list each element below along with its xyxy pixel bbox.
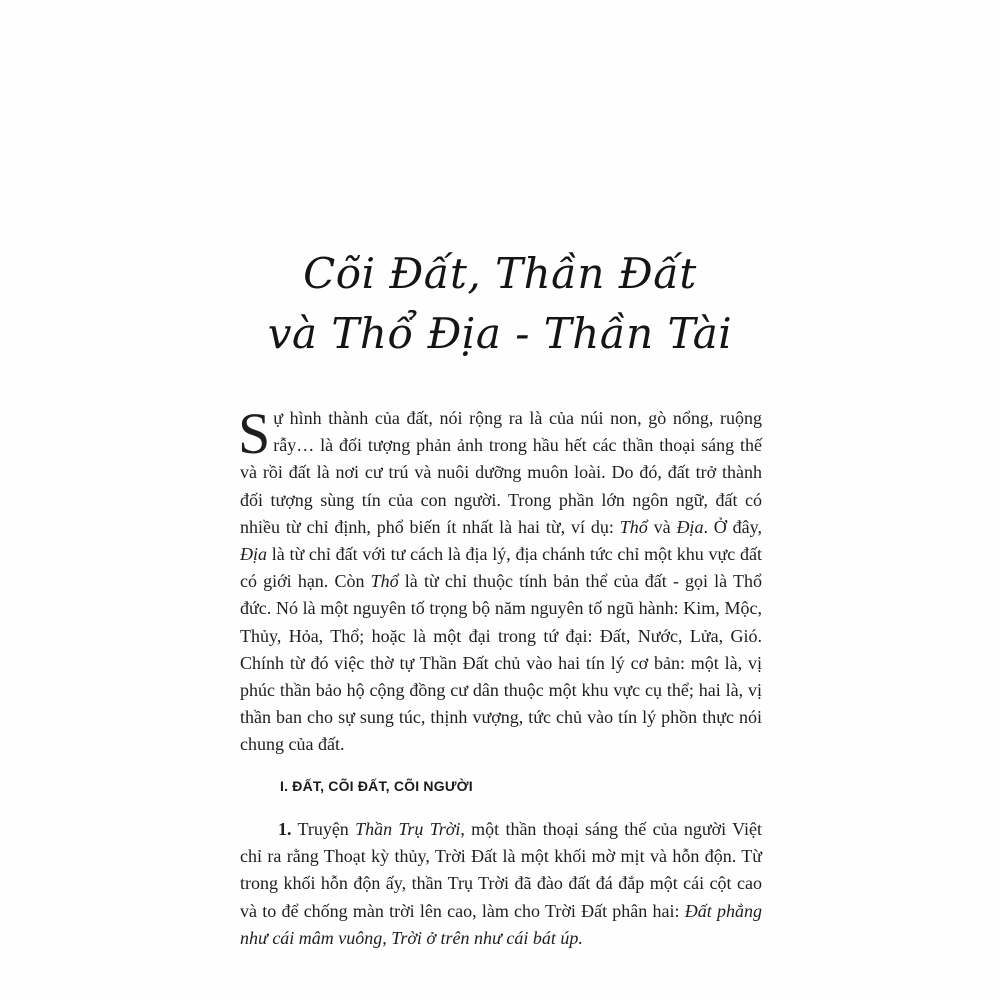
intro-term-tho: Thổ <box>619 516 648 537</box>
intro-text-1: ự hình thành của đất, nói rộng ra là của núi non, gò nổng, ruộng rẫy… là đối tượng phản ảnh trong hầu hết các thần thoại sáng thế và rồi đất là nơi cư trú và nuôi dưỡng muôn loài. Do đó, đất trở thành đối tượng sùng tín của con người. Trong phần lớn ngôn ngữ, đất có nhiều từ chỉ định, phổ biến ít nhất là hai từ, ví dụ: <box>240 408 762 537</box>
section-heading: I. ĐẤT, CÕI ĐẤT, CÕI NGƯỜI <box>280 778 473 794</box>
intro-text-3: . Ở đây, <box>703 516 762 537</box>
intro-term-dia: Địa <box>676 516 704 537</box>
drop-cap: S <box>238 401 271 466</box>
intro-text-4: là từ chỉ đất với tư cách là địa lý, địa chánh tức chỉ một khu vực đất có giới hạn. Còn <box>240 544 762 592</box>
myth-quote: Đất phẳng như cái mâm vuông, Trời ở trên như cái bát úp. <box>240 900 763 948</box>
intro-text-5: là từ chỉ thuộc tính bản thể của đất - gọi là Thổ đức. Nó là một nguyên tố trọng bộ năm nguyên tố ngũ hành: Kim, Mộc, Thủy, Hỏa, Thổ; hoặc là một đại trong tứ đại: Đất, Nước, Lửa, Gió. Chính từ đó việc thờ tự Thần Đất chủ vào hai tín lý cơ bản: một là, vị phúc thần bảo hộ cộng đồng cư dân thuộc một khu vực cụ thể; hai là, vị thần ban cho sự sung túc, thịnh vượng, tức chủ vào tín lý phồn thực nói chung của đất. <box>240 571 762 755</box>
chapter-title <box>0 244 1000 364</box>
chapter-title-line-2: và Thổ Địa - Thần Tài <box>267 309 733 358</box>
section-paragraph-1 <box>240 816 762 952</box>
paragraph-number: 1. <box>278 819 292 839</box>
intro-term-tho-2: Thổ <box>370 571 399 592</box>
para1-text-1: Truyện <box>291 819 356 839</box>
story-title: Thần Trụ Trời <box>355 819 461 839</box>
intro-paragraph <box>238 401 762 759</box>
intro-text-2: và <box>647 516 677 537</box>
para1-text-2: , một thần thoại sáng thế của người Việt chỉ ra rằng Thoạt kỳ thủy, Trời Đất là một khối mờ mịt và hỗn độn. Từ trong khối hỗn độn ấy, thần Trụ Trời đã đào đất đá đắp một cái cột cao và to để chống màn trời lên cao, làm cho Trời Đất phân hai: <box>240 819 762 921</box>
intro-term-dia-2: Địa <box>240 544 267 565</box>
chapter-title-line-1: Cõi Đất, Thần Đất <box>303 249 697 298</box>
